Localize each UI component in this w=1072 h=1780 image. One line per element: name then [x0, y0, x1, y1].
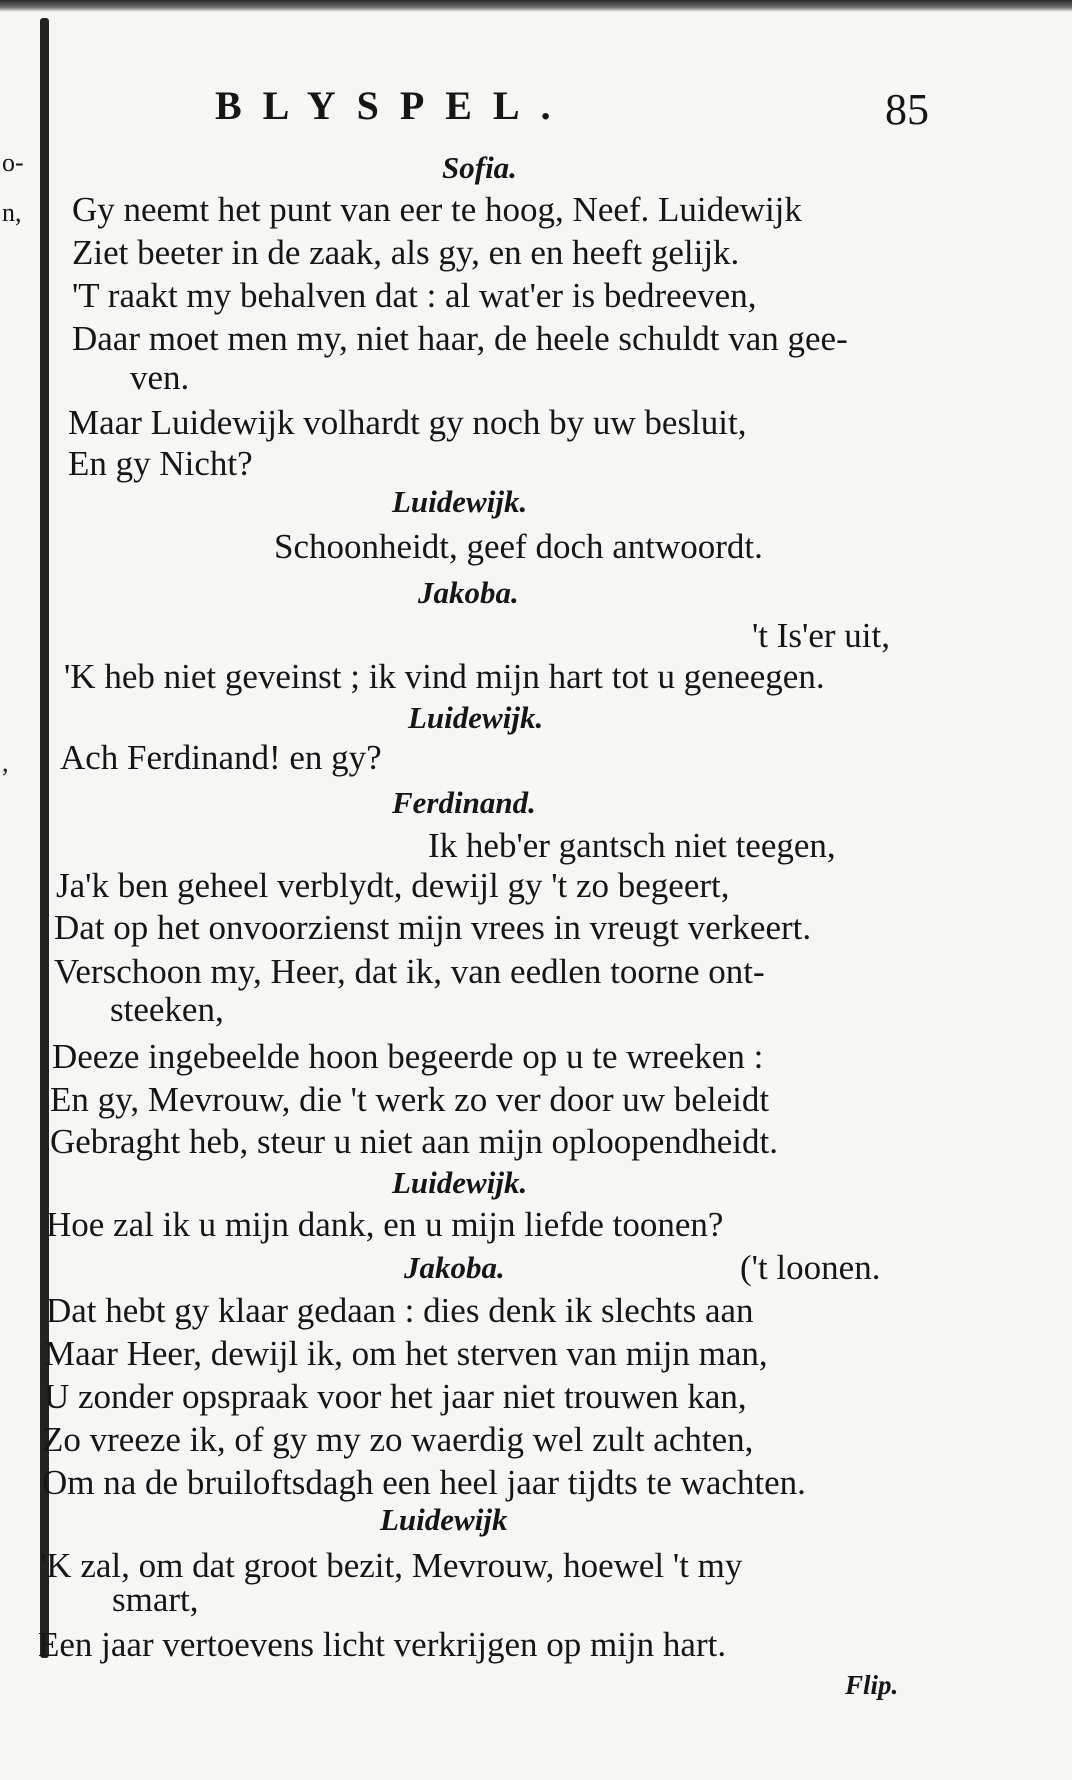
verse-line: 't Is'er uit,	[752, 616, 891, 655]
verse-line: Ik heb'er gantsch niet teegen,	[428, 826, 836, 865]
verse-line: Maar Heer, dewijl ik, om het sterven van mijn man,	[44, 1334, 768, 1373]
margin-fragment: ,	[2, 748, 9, 777]
speaker-name: Jakoba.	[404, 1250, 505, 1285]
verse-line: U zonder opspraak voor het jaar niet trouwen kan,	[44, 1377, 747, 1416]
verse-line: Gy neemt het punt van eer te hoog, Neef. Luidewijk	[72, 190, 802, 229]
verse-line: 'K zal, om dat groot bezit, Mevrouw, hoewel 't my	[40, 1546, 743, 1585]
verse-line: Om na de bruiloftsdagh een heel jaar tijdts te wachten.	[42, 1463, 806, 1502]
verse-line: Dat op het onvoorzienst mijn vrees in vreugt verkeert.	[54, 908, 812, 947]
speaker-name: Luidewijk.	[392, 484, 528, 519]
verse-line: Gebraght heb, steur u niet aan mijn oploopendheidt.	[50, 1122, 779, 1161]
margin-fragment: o-	[2, 148, 24, 177]
verse-line: Hoe zal ik u mijn dank, en u mijn liefde toonen?	[46, 1205, 724, 1244]
verse-line: Verschoon my, Heer, dat ik, van eedlen toorne ont-	[54, 952, 765, 991]
speaker-name: Ferdinand.	[392, 785, 536, 820]
verse-line: Daar moet men my, niet haar, de heele schuldt van gee-	[72, 319, 848, 358]
verse-line: Ach Ferdinand! en gy?	[60, 738, 382, 777]
speaker-name: Luidewijk	[380, 1502, 508, 1537]
verse-line: Ja'k ben geheel verblydt, dewijl gy 't zo begeert,	[56, 866, 730, 905]
verse-line: 'T raakt my behalven dat : al wat'er is bedreeven,	[72, 276, 757, 315]
speaker-name: Luidewijk.	[408, 700, 544, 735]
speaker-name: Sofia.	[442, 150, 517, 185]
running-head: BLYSPEL.	[215, 83, 572, 128]
verse-line: smart,	[112, 1580, 199, 1619]
verse-line: Dat hebt gy klaar gedaan : dies denk ik slechts aan	[46, 1291, 754, 1330]
speaker-name: Luidewijk.	[392, 1165, 528, 1200]
verse-line: 'K heb niet geveinst ; ik vind mijn hart tot u geneegen.	[64, 657, 825, 696]
margin-fragment: n,	[2, 198, 22, 227]
verse-line: Een jaar vertoevens licht verkrijgen op mijn hart.	[38, 1625, 727, 1664]
verse-line-overflow: ('t loonen.	[740, 1248, 881, 1287]
verse-line: En gy Nicht?	[68, 444, 253, 483]
verse-line: Ziet beeter in de zaak, als gy, en en heeft gelijk.	[72, 233, 740, 272]
page-number: 85	[885, 85, 929, 134]
page-top-edge	[0, 0, 1072, 12]
verse-line: steeken,	[110, 990, 224, 1029]
verse-line: Maar Luidewijk volhardt gy noch by uw besluit,	[68, 403, 747, 442]
verse-line: Zo vreeze ik, of gy my zo waerdig wel zult achten,	[42, 1420, 754, 1459]
speaker-name: Jakoba.	[418, 575, 519, 610]
verse-line: ven.	[130, 358, 190, 397]
catchword: Flip.	[845, 1670, 899, 1700]
verse-line: En gy, Mevrouw, die 't werk zo ver door uw beleidt	[50, 1080, 770, 1119]
verse-line: Deeze ingebeelde hoon begeerde op u te wreeken :	[52, 1037, 764, 1076]
verse-line: Schoonheidt, geef doch antwoordt.	[274, 527, 763, 566]
